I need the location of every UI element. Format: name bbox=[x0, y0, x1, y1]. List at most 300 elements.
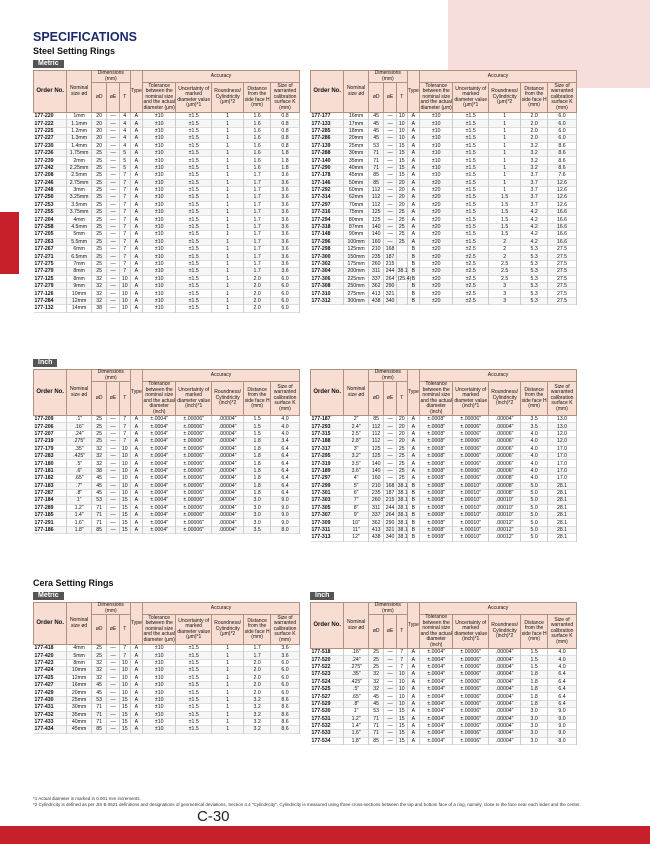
table-cell: 3.2 bbox=[521, 157, 548, 164]
table-cell: ±.0008" bbox=[420, 452, 453, 459]
table-row bbox=[34, 120, 300, 127]
table-cell: — bbox=[384, 172, 396, 179]
table-cell: 177-239 bbox=[34, 157, 67, 164]
table-cell: ±1.5 bbox=[176, 216, 212, 223]
table-cell: ±10 bbox=[143, 681, 176, 688]
table-cell: A bbox=[407, 700, 419, 707]
table-row bbox=[34, 519, 300, 526]
table-row bbox=[311, 164, 577, 171]
table-cell: — bbox=[107, 645, 119, 652]
table-cell: — bbox=[384, 475, 396, 482]
table-cell: ±10 bbox=[420, 149, 453, 156]
col-accuracy: Accuracy bbox=[143, 603, 300, 615]
table-cell: ±1.5 bbox=[176, 149, 212, 156]
table-cell: A bbox=[407, 113, 419, 120]
table-cell: 177-258 bbox=[34, 223, 67, 230]
table-cell: 25 bbox=[91, 246, 107, 253]
table-row bbox=[311, 113, 577, 120]
table-cell: 177-208 bbox=[34, 172, 67, 179]
table-cell: — bbox=[384, 142, 396, 149]
table-cell: 2.0 bbox=[521, 135, 548, 142]
table-cell: ±1.5 bbox=[176, 209, 212, 216]
table-row bbox=[311, 201, 577, 208]
table-cell: 235 bbox=[368, 489, 384, 496]
table-cell: 8mm bbox=[67, 659, 91, 666]
table-cell: 10 bbox=[119, 659, 130, 666]
table-cell: 3 bbox=[489, 290, 521, 297]
table-cell: 53 bbox=[368, 142, 384, 149]
table-cell: 2.0 bbox=[521, 120, 548, 127]
table-cell: 25 bbox=[91, 201, 107, 208]
table-cell: 3.4 bbox=[270, 438, 299, 445]
table-cell: 4.2 bbox=[521, 231, 548, 238]
col-tolerance: Tolerance between the nominal size and the actual diameter (inch) bbox=[143, 381, 175, 415]
table-cell: 1 bbox=[212, 127, 244, 134]
table-row bbox=[34, 216, 300, 223]
table-cell: 6.4 bbox=[547, 671, 576, 678]
table-cell: — bbox=[384, 135, 396, 142]
table-cell: ±.0004" bbox=[420, 678, 453, 685]
table-cell: 28.1 bbox=[547, 482, 576, 489]
table-cell: ±.0004" bbox=[420, 708, 453, 715]
table-row bbox=[311, 685, 577, 692]
table-row bbox=[34, 704, 300, 711]
table-cell: 16.6 bbox=[547, 223, 576, 230]
table-cell: 1 bbox=[212, 659, 244, 666]
footnote-2: *2 Cylindricity is defined as per JIS B 0621 definitions and designations of geometrical deviations, Section 4.4 "Cylindricity". Cylindricity is measured using three cross-sections between the top and bottom face of a ring, namely, close to the face near each sides and the center. bbox=[33, 801, 581, 807]
table-cell: 15 bbox=[396, 142, 407, 149]
table-cell: 6.4 bbox=[270, 452, 299, 459]
table-cell: .00004" bbox=[489, 730, 521, 737]
table-cell: 32 bbox=[91, 460, 107, 467]
table-cell: 3.6 bbox=[270, 179, 299, 186]
table-cell: 9.0 bbox=[270, 519, 299, 526]
table-cell: 10" bbox=[344, 519, 368, 526]
table-row bbox=[34, 223, 300, 230]
table-cell: 25 bbox=[396, 475, 407, 482]
table-cell: 35mm bbox=[67, 711, 91, 718]
table-cell: 2.0 bbox=[244, 275, 271, 282]
table-cell: A bbox=[407, 656, 419, 663]
table-cell: — bbox=[107, 718, 119, 725]
table-cell: 215 bbox=[385, 497, 395, 504]
table-cell: 3.7 bbox=[521, 172, 548, 179]
table-cell: .00004" bbox=[212, 512, 244, 519]
table-cell: — bbox=[107, 504, 119, 511]
table-cell: 4.0 bbox=[521, 430, 548, 437]
table-cell: 25 bbox=[368, 663, 384, 670]
table-row bbox=[34, 260, 300, 267]
table-row bbox=[34, 172, 300, 179]
table-cell: 15 bbox=[119, 696, 130, 703]
table-cell: 4.0 bbox=[521, 445, 548, 452]
table-cell: 177-250 bbox=[34, 194, 67, 201]
table-cell: A bbox=[130, 526, 142, 533]
table-cell: 5.3 bbox=[521, 246, 548, 253]
table-row bbox=[34, 179, 300, 186]
table-cell: 10mm bbox=[67, 667, 91, 674]
table-cell: 25 bbox=[396, 209, 407, 216]
table-row bbox=[311, 722, 577, 729]
table-cell: ±.0004" bbox=[143, 430, 176, 437]
table-cell: 6.4 bbox=[270, 489, 299, 496]
table-cell bbox=[396, 253, 407, 260]
table-cell: ±.0004" bbox=[420, 715, 453, 722]
table-cell: ±1.5 bbox=[453, 157, 489, 164]
table-cell: 7 bbox=[119, 423, 130, 430]
table-cell: .65" bbox=[344, 693, 368, 700]
table-cell: ±1.5 bbox=[176, 179, 212, 186]
table-cell: A bbox=[130, 667, 142, 674]
table-cell: A bbox=[407, 172, 419, 179]
col-distance: Distance from the side face H (mm) bbox=[521, 615, 548, 649]
table-cell: 20 bbox=[91, 120, 107, 127]
table-cell: 45 bbox=[91, 489, 107, 496]
table-cell: 177-185 bbox=[34, 512, 67, 519]
table-cell: ±10 bbox=[143, 275, 176, 282]
table-cell: 3.2 bbox=[244, 726, 271, 733]
table-cell: ±10 bbox=[143, 127, 176, 134]
table-cell: 1 bbox=[489, 135, 521, 142]
table-cell: .00008" bbox=[489, 489, 521, 496]
table-cell: 150mm bbox=[344, 253, 368, 260]
table-cell: .35" bbox=[67, 445, 91, 452]
col-nominal-size: Nominal size ød bbox=[67, 603, 91, 645]
table-row bbox=[311, 157, 577, 164]
table-cell: ±.0004" bbox=[143, 482, 176, 489]
table-row bbox=[34, 282, 300, 289]
table-cell: 45 bbox=[368, 700, 384, 707]
table-cell: ±1.5 bbox=[176, 172, 212, 179]
table-cell: ±2.5 bbox=[453, 268, 489, 275]
table-cell: 112 bbox=[368, 423, 384, 430]
table-cell: 38.1 bbox=[397, 497, 408, 504]
table-cell: 140 bbox=[368, 460, 384, 467]
table-row bbox=[311, 290, 577, 297]
table-cell: 177-188 bbox=[311, 438, 344, 445]
table-cell: 25 bbox=[91, 209, 107, 216]
table-row bbox=[311, 715, 577, 722]
table-cell: 10 bbox=[396, 671, 407, 678]
table-cell: — bbox=[384, 445, 396, 452]
table-row bbox=[311, 127, 577, 134]
table-cell: 177-520 bbox=[311, 656, 344, 663]
table-cell: 1 bbox=[489, 157, 521, 164]
table-cell: 7 bbox=[119, 430, 130, 437]
table-cell: 125 bbox=[368, 452, 384, 459]
table-cell: 7 bbox=[396, 663, 407, 670]
table-cell: ±10 bbox=[143, 194, 176, 201]
table-cell: 6.4 bbox=[270, 482, 299, 489]
table-cell: — bbox=[107, 704, 119, 711]
table-cell: 32 bbox=[91, 452, 107, 459]
table-cell: 125 bbox=[368, 209, 384, 216]
table-cell: 1 bbox=[489, 127, 521, 134]
table-cell: 100mm bbox=[344, 238, 368, 245]
table-cell: ±.0008" bbox=[420, 438, 453, 445]
table-cell: 3.75mm bbox=[67, 209, 91, 216]
table-cell: — bbox=[384, 223, 396, 230]
table-cell: .00010" bbox=[489, 497, 521, 504]
table-cell: 1.5 bbox=[489, 223, 521, 230]
table-cell: 45 bbox=[368, 693, 384, 700]
table-cell: ±10 bbox=[143, 645, 176, 652]
table-cell: 38 bbox=[91, 467, 107, 474]
table-cell: 177-532 bbox=[311, 722, 344, 729]
table-cell: ±.0008" bbox=[420, 430, 453, 437]
table-cell bbox=[396, 297, 407, 304]
table-cell: 32 bbox=[91, 297, 107, 304]
table-cell: 175mm bbox=[344, 260, 368, 267]
table-cell: ±20 bbox=[420, 290, 453, 297]
table-cell: 25 bbox=[396, 452, 407, 459]
table-cell: — bbox=[107, 526, 119, 533]
table-cell: 5.0 bbox=[521, 489, 548, 496]
table-cell: .425" bbox=[67, 452, 91, 459]
table-row bbox=[34, 275, 300, 282]
table-cell: 3.6 bbox=[270, 172, 299, 179]
table-cell: .5" bbox=[344, 685, 368, 692]
col-thickness: T bbox=[396, 83, 407, 113]
table-cell: 7 bbox=[119, 194, 130, 201]
table-cell: 1.6 bbox=[244, 127, 271, 134]
table-cell: — bbox=[384, 149, 396, 156]
table-cell: 177-306 bbox=[311, 275, 344, 282]
table-cell: ±.00010" bbox=[453, 489, 489, 496]
cera-metric-table bbox=[33, 602, 300, 734]
table-cell: ±.00006" bbox=[453, 715, 489, 722]
table-cell: 1.7 bbox=[244, 268, 271, 275]
table-cell: A bbox=[407, 693, 419, 700]
table-row bbox=[34, 430, 300, 437]
table-cell: 17.0 bbox=[547, 445, 576, 452]
table-cell: 264 bbox=[385, 275, 395, 282]
table-cell: 1.7 bbox=[244, 194, 271, 201]
table-cell: A bbox=[407, 209, 419, 216]
col-e-diameter: øE bbox=[107, 83, 119, 113]
col-uncertainty: Uncertainty of marked diameter value (μm)*1 bbox=[176, 615, 212, 645]
table-cell: ±20 bbox=[420, 186, 453, 193]
table-cell: 177-297 bbox=[311, 475, 344, 482]
table-cell: 15 bbox=[119, 512, 130, 519]
table-cell: 1.8 bbox=[244, 460, 271, 467]
table-cell: 10 bbox=[119, 689, 130, 696]
table-cell: 177-184 bbox=[34, 497, 67, 504]
table-cell: — bbox=[107, 290, 119, 297]
col-type: Type bbox=[130, 370, 142, 416]
table-cell: 1.6 bbox=[244, 135, 271, 142]
table-cell: ±.0008" bbox=[420, 504, 453, 511]
table-cell: 5.0 bbox=[521, 504, 548, 511]
table-cell: ±20 bbox=[420, 297, 453, 304]
table-cell: .00004" bbox=[489, 685, 521, 692]
table-cell: 1 bbox=[212, 209, 244, 216]
table-cell: ±.00006" bbox=[176, 497, 212, 504]
table-cell: A bbox=[130, 489, 142, 496]
table-cell: 10 bbox=[119, 445, 130, 452]
table-cell: 6mm bbox=[67, 246, 91, 253]
table-cell: 3.0 bbox=[244, 519, 271, 526]
table-cell: 15 bbox=[119, 726, 130, 733]
table-cell: A bbox=[130, 482, 142, 489]
table-cell: 13.0 bbox=[547, 416, 576, 423]
table-cell: ±1.5 bbox=[176, 253, 212, 260]
table-cell: .00004" bbox=[489, 678, 521, 685]
table-cell: 15 bbox=[396, 737, 407, 744]
table-cell: — bbox=[107, 231, 119, 238]
table-cell: 2mm bbox=[67, 157, 91, 164]
table-cell: 3.0 bbox=[521, 722, 548, 729]
table-cell: 2.0 bbox=[521, 113, 548, 120]
table-cell: 38.1 bbox=[397, 527, 408, 534]
table-cell: A bbox=[407, 216, 419, 223]
table-cell: 71 bbox=[91, 519, 107, 526]
table-cell: A bbox=[130, 290, 142, 297]
table-row bbox=[311, 120, 577, 127]
col-tolerance: Tolerance between the nominal size and the actual diameter (inch) bbox=[420, 614, 452, 648]
table-cell: 1.7 bbox=[244, 179, 271, 186]
table-cell: ±10 bbox=[143, 142, 176, 149]
table-cell: A bbox=[130, 438, 142, 445]
table-cell: 1.8 bbox=[270, 149, 299, 156]
col-distance: Distance from the side face H (mm) bbox=[244, 615, 271, 645]
table-cell: .00004" bbox=[489, 416, 521, 423]
table-cell: 1.75mm bbox=[67, 149, 91, 156]
table-cell: 6.0 bbox=[270, 659, 299, 666]
table-cell: .00004" bbox=[212, 430, 244, 437]
table-cell: 6.0 bbox=[270, 282, 299, 289]
table-cell: ±1.5 bbox=[176, 120, 212, 127]
table-cell: 71 bbox=[91, 711, 107, 718]
table-cell: ±.0008" bbox=[420, 482, 453, 489]
table-cell: .00004" bbox=[212, 460, 244, 467]
col-uncertainty: Uncertainty of marked diameter value (μm)*1 bbox=[453, 83, 489, 113]
table-cell: ±.0004" bbox=[420, 700, 453, 707]
col-calibration-size: Size of warranted calibration surface K (mm) bbox=[547, 83, 576, 113]
table-cell: A bbox=[130, 681, 142, 688]
table-cell: 27.5 bbox=[547, 253, 576, 260]
table-row bbox=[311, 512, 577, 519]
table-cell: 1 bbox=[212, 704, 244, 711]
table-cell: 7" bbox=[344, 497, 368, 504]
table-cell: ±10 bbox=[143, 164, 176, 171]
table-cell: 1 bbox=[212, 216, 244, 223]
table-cell: 27.5 bbox=[547, 268, 576, 275]
table-cell: 1.7 bbox=[244, 238, 271, 245]
table-cell: ±1.5 bbox=[176, 275, 212, 282]
steel-inch-table-right bbox=[310, 369, 577, 542]
table-cell: 1 bbox=[212, 186, 244, 193]
table-cell: — bbox=[107, 726, 119, 733]
table-cell: 177-284 bbox=[34, 297, 67, 304]
table-row bbox=[311, 489, 577, 496]
table-cell: 8.0 bbox=[270, 526, 299, 533]
col-order-no: Order No. bbox=[34, 370, 67, 416]
table-cell: 3.6 bbox=[270, 238, 299, 245]
table-cell: ±.0008" bbox=[420, 512, 453, 519]
table-cell: A bbox=[407, 708, 419, 715]
table-cell: 45 bbox=[91, 475, 107, 482]
table-cell: 1 bbox=[212, 120, 244, 127]
table-cell: 438 bbox=[368, 534, 384, 541]
table-cell: 7 bbox=[119, 172, 130, 179]
table-row bbox=[311, 663, 577, 670]
table-cell: 3.6 bbox=[270, 223, 299, 230]
table-cell: ±.00006" bbox=[176, 460, 212, 467]
table-row bbox=[311, 737, 577, 744]
table-cell: ±.0004" bbox=[143, 467, 176, 474]
table-cell: 32 bbox=[368, 671, 384, 678]
table-cell: 6.0 bbox=[547, 135, 576, 142]
table-cell: — bbox=[107, 282, 119, 289]
table-cell: 244 bbox=[385, 504, 395, 511]
table-cell: A bbox=[130, 209, 142, 216]
table-cell: — bbox=[107, 659, 119, 666]
table-cell: .00010" bbox=[489, 512, 521, 519]
table-cell: 1.8 bbox=[244, 467, 271, 474]
table-cell: 25 bbox=[91, 179, 107, 186]
steel-rings-title: Steel Setting Rings bbox=[33, 46, 116, 56]
table-row bbox=[34, 290, 300, 297]
table-cell: 177-299 bbox=[311, 482, 344, 489]
table-cell: 25 bbox=[91, 164, 107, 171]
table-row bbox=[311, 297, 577, 304]
table-row bbox=[311, 179, 577, 186]
table-row bbox=[34, 497, 300, 504]
table-cell: 1.7 bbox=[244, 260, 271, 267]
table-cell: 15 bbox=[396, 157, 407, 164]
table-cell: 80mm bbox=[344, 216, 368, 223]
table-cell: 337 bbox=[368, 512, 384, 519]
table-cell: A bbox=[407, 715, 419, 722]
table-row bbox=[311, 194, 577, 201]
table-cell: .00004" bbox=[212, 467, 244, 474]
table-cell: — bbox=[384, 127, 396, 134]
table-cell: 8" bbox=[344, 504, 368, 511]
table-cell: A bbox=[130, 512, 142, 519]
table-cell: 177-290 bbox=[311, 164, 344, 171]
table-cell: A bbox=[130, 223, 142, 230]
table-cell: 12.6 bbox=[547, 186, 576, 193]
table-cell: ±20 bbox=[420, 231, 453, 238]
table-cell: ±.00006" bbox=[453, 460, 489, 467]
table-row bbox=[311, 209, 577, 216]
table-cell: 3.2 bbox=[244, 696, 271, 703]
table-cell: 15 bbox=[396, 730, 407, 737]
table-cell: ±2.5 bbox=[453, 253, 489, 260]
table-cell: 2.0 bbox=[244, 290, 271, 297]
table-cell: 177-534 bbox=[311, 737, 344, 744]
table-cell: 16.6 bbox=[547, 238, 576, 245]
table-cell: 7 bbox=[119, 179, 130, 186]
table-cell: — bbox=[384, 737, 396, 744]
table-cell: 20 bbox=[396, 179, 407, 186]
table-cell: A bbox=[130, 253, 142, 260]
table-row bbox=[311, 430, 577, 437]
bottom-decor-bar bbox=[0, 826, 650, 844]
table-cell: 7 bbox=[119, 231, 130, 238]
table-cell: 10 bbox=[119, 282, 130, 289]
table-cell: — bbox=[107, 246, 119, 253]
col-outer-diameter: øD bbox=[368, 615, 384, 649]
table-cell: 10 bbox=[119, 460, 130, 467]
table-cell: 10 bbox=[119, 489, 130, 496]
table-row bbox=[34, 268, 300, 275]
table-cell: 177-425 bbox=[34, 674, 67, 681]
table-cell: 15 bbox=[119, 704, 130, 711]
table-cell: 2.5mm bbox=[67, 172, 91, 179]
col-nominal-size: Nominal size ød bbox=[67, 370, 91, 416]
